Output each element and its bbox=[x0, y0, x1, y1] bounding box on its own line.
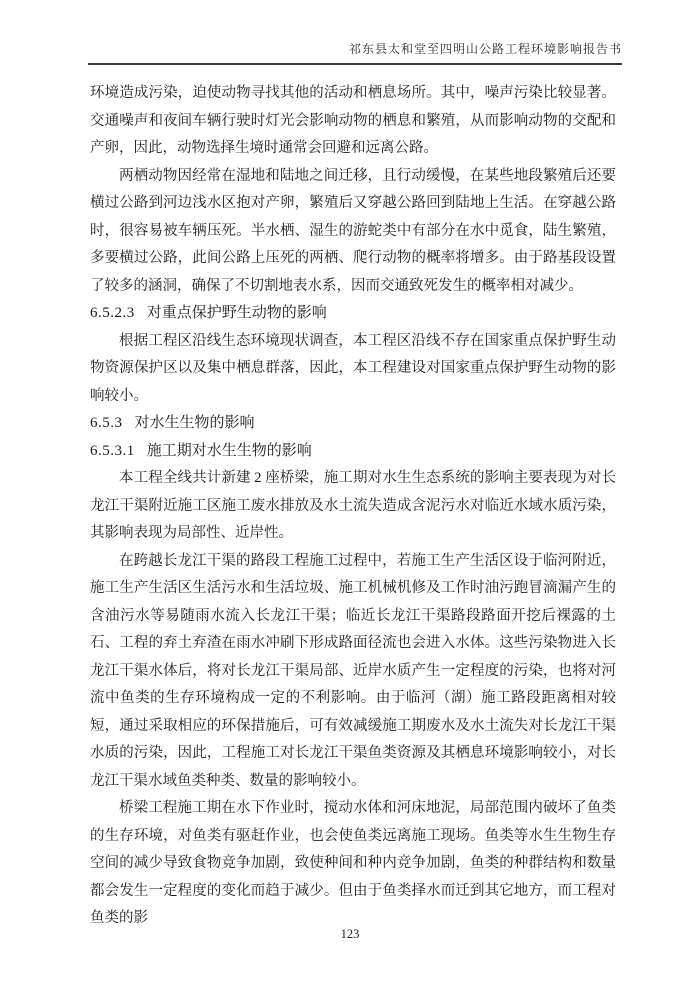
section-title: 施工期对水生生物的影响 bbox=[146, 442, 312, 459]
section-heading-6-5-3 bbox=[90, 410, 616, 438]
paragraph-canal-water-pollution: 在跨越长龙江干渠的路段工程施工过程中，若施工生产生活区设于临河附近，施工生产生活区生活污水和生活垃圾、施工机械机修及工作时油污跑冒滴漏产生的含油污水等易随雨水流入长龙江干渠；临近长龙江干渠路段路面开挖后裸露的土石、工程的弃土弃渣在雨水冲刷下形成路面径流也会进入水体。这些污染物进入长龙江干渠水体后，将对长龙江干渠局部、近岸水质产生一定程度的污染，也将对河流中鱼类的生存环境构成一定的不利影响。由于临河（湖）施工路段距离相对较短，通过采取相应的环保措施后，可有效减缓施工期废水及水土流失对长龙江干渠水质的污染，因此，工程施工对长龙江干渠鱼类资源及其栖息环境影响较小，对长龙江干渠水域鱼类种类、数量的影响较小。 bbox=[90, 552, 616, 789]
paragraph-bridge-construction-overview: 本工程全线共计新建 2 座桥梁，施工期对水生生态系统的影响主要表现为对长龙江干渠附近施工区施工废水排放及水土流失造成含泥污水对临近水域水质污染，其影响表现为局部性、近岸性。 bbox=[90, 470, 616, 541]
section-title: 对水生生物的影响 bbox=[134, 415, 255, 431]
section-title: 对重点保护野生动物的影响 bbox=[146, 305, 327, 321]
running-header bbox=[88, 40, 622, 65]
section-number: 6.5.3.1 bbox=[90, 442, 135, 459]
section-heading-6-5-3-1 bbox=[90, 438, 616, 466]
running-header-title: 祁东县太和堂至四明山公路工程环境影响报告书 bbox=[348, 42, 622, 56]
section-number: 6.5.3 bbox=[90, 415, 123, 431]
paragraph-noise-impact-continuation: 环境造成污染，迫使动物寻找其他的活动和栖息场所。其中，噪声污染比较显著。交通噪声和夜间车辆行驶时灯光会影响动物的栖息和繁殖，从而影响动物的交配和产卵，因此，动物选择生境时通常会回避和远离公路。 bbox=[90, 85, 616, 156]
page-footer bbox=[0, 927, 700, 942]
page-body bbox=[90, 80, 616, 933]
page-number: 123 bbox=[340, 927, 360, 941]
paragraph-amphibian-road-crossing: 两栖动物因经常在湿地和陆地之间迁移，且行动缓慢，在某些地段繁殖后还要横过公路到河边浅水区抱对产卵，繁殖后又穿越公路回到陆地上生活。在穿越公路时，很容易被车辆压死。半水栖、湿生的游蛇类中有部分在水中觅食，陆生繁殖，多要横过公路，此间公路上压死的两栖、爬行动物的概率将增多。由于路基段设置了较多的涵洞，确保了不切割地表水系，因而交通致死发生的概率相对减少。 bbox=[90, 167, 616, 294]
paragraph-underwater-work-fish-impact: 桥梁工程施工期在水下作业时，搅动水体和河床地泥，局部范围内破坏了鱼类的生存环境，对鱼类有驱赶作业，也会使鱼类远离施工现场。鱼类等水生生物生存空间的减少导致食物竞争加剧，致使种间和种内竞争加剧，鱼类的种群结构和数量都会发生一定程度的变化而趋于减少。但由于鱼类择水而迁到其它地方，而工程对鱼类的影 bbox=[90, 800, 616, 926]
section-heading-6-5-2-3 bbox=[90, 300, 616, 328]
paragraph-protected-wildlife: 根据工程区沿线生态环境现状调查，本工程区沿线不存在国家重点保护野生动物资源保护区以及集中栖息群落，因此，本工程建设对国家重点保护野生动物的影响较小。 bbox=[90, 332, 616, 404]
section-number: 6.5.2.3 bbox=[90, 305, 135, 321]
